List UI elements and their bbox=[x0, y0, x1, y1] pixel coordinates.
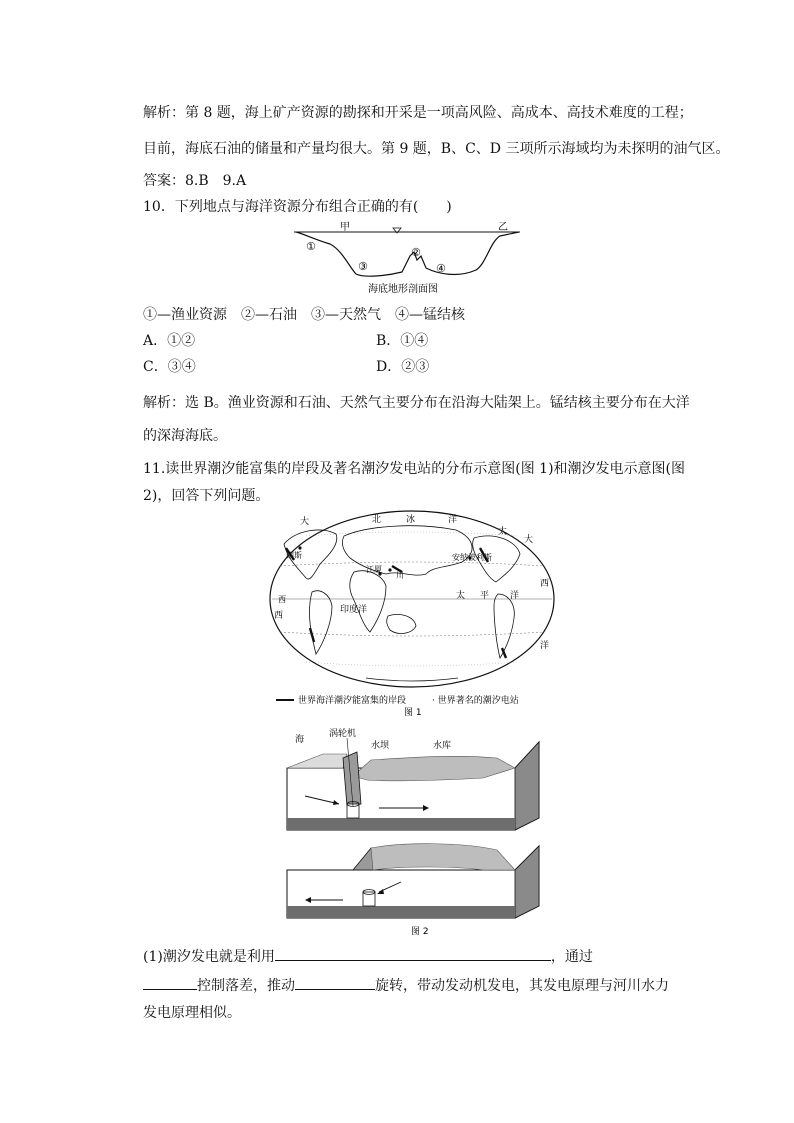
sub1-part3: 控制落差，推动 bbox=[197, 978, 295, 994]
analysis-2-line-1: 解析：选 B。渔业资源和石油、天然气主要分布在沿海大陆架上。锰结核主要分布在大洋 bbox=[143, 395, 690, 411]
option-b: B．①④ bbox=[376, 333, 429, 349]
option-d: D．②③ bbox=[376, 359, 430, 375]
map-label: 安纳波利斯 bbox=[452, 553, 492, 562]
tidal-power-diagram bbox=[283, 724, 545, 940]
map-label: 洋 bbox=[510, 591, 520, 601]
seabed-figure-caption: 海底地形剖面图 bbox=[368, 284, 438, 295]
question-11-stem-line-2: 2)，回答下列问题。 bbox=[143, 488, 270, 504]
map-label: 川 bbox=[396, 571, 404, 580]
seabed-profile-diagram bbox=[290, 220, 525, 300]
sub-question-1-line-1 bbox=[143, 946, 593, 966]
station-dot bbox=[388, 568, 391, 571]
legend-coast: 世界海洋潮汐能富集的岸段 bbox=[298, 696, 407, 706]
answer-8-9: 答案：8.B 9.A bbox=[143, 173, 247, 189]
label-yi: 乙 bbox=[498, 222, 508, 233]
sub-question-1-line-3: 发电原理相似。 bbox=[143, 1005, 241, 1021]
map-label: 北 bbox=[372, 515, 382, 525]
analysis-2-line-2: 的深海海底。 bbox=[143, 428, 227, 444]
question-10-items: ①—渔业资源 ②—石油 ③—天然气 ④—锰结核 bbox=[143, 307, 465, 323]
option-a: A．①② bbox=[143, 333, 196, 349]
map-label: 大 bbox=[524, 535, 534, 545]
fig2-caption: 图 2 bbox=[411, 927, 429, 937]
answer-blank-2[interactable] bbox=[143, 977, 197, 990]
station-dot bbox=[298, 546, 301, 549]
legend-station: · 世界著名的潮汐电站 bbox=[432, 696, 519, 706]
map-label: 西 bbox=[540, 579, 550, 589]
sub1-part2: ，通过 bbox=[550, 949, 593, 965]
map-label: 洋 bbox=[540, 641, 550, 651]
map-label: 朗斯 bbox=[286, 551, 302, 560]
marker-4: ④ bbox=[436, 262, 446, 275]
question-11-stem-line-1: 11.读世界潮汐能富集的岸段及著名潮汐发电站的分布示意图(图 1)和潮汐发电示意图(图 bbox=[143, 461, 686, 477]
sub-question-1-line-2 bbox=[143, 975, 669, 995]
map-label: 大 bbox=[300, 517, 310, 527]
map-label: 西 bbox=[278, 595, 286, 604]
map-label: 江厦 bbox=[366, 565, 382, 574]
marker-2: ② bbox=[411, 246, 421, 259]
analysis-1-line-2: 目前，海底石油的储量和产量均很大。第 9 题，B、C、D 三项所示海域均为未探明的油气区。 bbox=[143, 141, 730, 157]
label-reservoir: 水库 bbox=[433, 741, 452, 751]
map-label: 平 bbox=[480, 591, 490, 601]
map-caption: 图 1 bbox=[404, 708, 422, 718]
map-label: 印度洋 bbox=[340, 605, 368, 615]
map-label: 冰 bbox=[406, 515, 416, 525]
option-c: C．③④ bbox=[143, 359, 196, 375]
map-label: 西 bbox=[274, 611, 284, 621]
map-label: 洋 bbox=[448, 515, 458, 525]
label-sea: 海 bbox=[295, 735, 305, 745]
analysis-1-line-1: 解析：第 8 题，海上矿产资源的勘探和开采是一项高风险、高成本、高技术难度的工程； bbox=[143, 105, 693, 121]
label-turbine: 涡轮机 bbox=[329, 729, 357, 739]
map-label: 太 bbox=[498, 527, 508, 537]
answer-blank-1[interactable] bbox=[275, 948, 551, 961]
label-jia: 甲 bbox=[340, 222, 350, 233]
marker-1: ① bbox=[306, 240, 316, 253]
answer-blank-3[interactable] bbox=[295, 977, 375, 990]
sub1-part1: (1)潮汐发电就是利用 bbox=[143, 949, 275, 965]
world-tidal-map bbox=[266, 508, 558, 720]
sub1-part4: 旋转，带动发动机发电，其发电原理与河川水力 bbox=[375, 978, 669, 994]
marker-3: ③ bbox=[358, 260, 368, 273]
map-label: 太 bbox=[456, 591, 466, 601]
label-dam: 水坝 bbox=[371, 741, 390, 751]
question-10-stem: 10．下列地点与海洋资源分布组合正确的有( ) bbox=[143, 199, 452, 215]
